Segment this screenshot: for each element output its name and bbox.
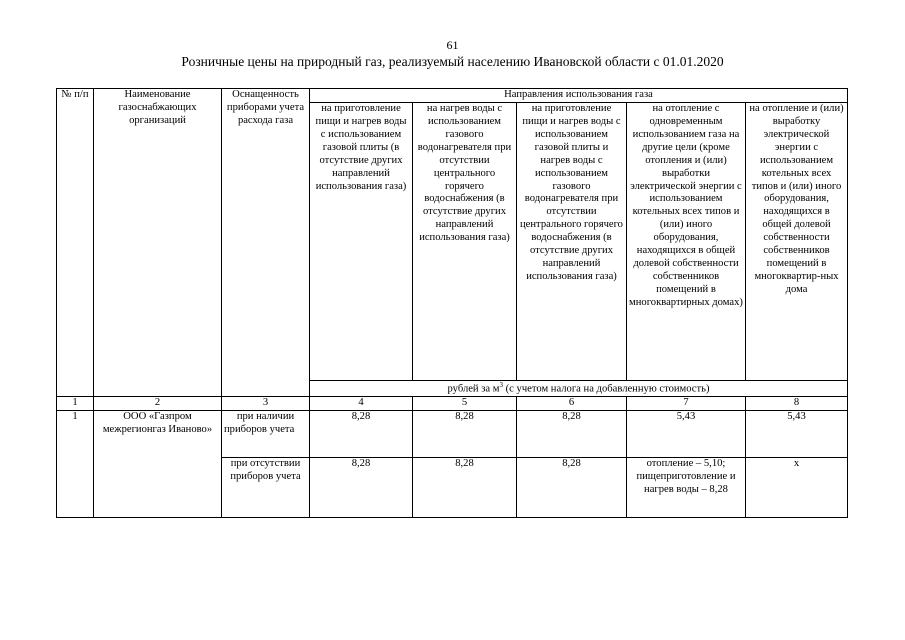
col-number: 7 [627, 397, 746, 411]
header-dir-5: на отопление и (или) выработку электрической энергии с использованием котельных всех типов и (или) иного оборудования, находящихся в общей долевой собственности собственников помещений в многоквартир-ных дома [746, 103, 848, 381]
row-value: 8,28 [310, 458, 413, 518]
col-number: 8 [746, 397, 848, 411]
row-org: ООО «Газпром межрегионгаз Иваново» [94, 411, 222, 518]
col-number: 4 [310, 397, 413, 411]
row-metering: при отсутствии приборов учета [222, 458, 310, 518]
column-numbers-row [57, 397, 848, 411]
col-number: 2 [94, 397, 222, 411]
header-metering: Оснащенность приборами учета расхода газа [222, 89, 310, 397]
unit-sup: 3 [499, 381, 503, 389]
unit-prefix: рублей за м [447, 383, 500, 395]
unit-suffix: (с учетом налога на добавленную стоимость) [503, 383, 710, 395]
row-value: 8,28 [517, 458, 627, 518]
col-number: 3 [222, 397, 310, 411]
header-dir-2: на нагрев воды с использованием газового водонагревателя при отсутствии центрального горячего водоснабжения (в отсутствие других направлений использования газа) [413, 103, 517, 381]
header-dir-4: на отопление с одновременным использованием газа на другие цели (кроме отопления и (или) выработки электрической энергии с использованием котельных всех типов и (или) иного оборудования, находящихся в общей долевой собственности собственников помещений в многоквартирных домах) [627, 103, 746, 381]
row-value: 8,28 [310, 411, 413, 458]
page-number: 61 [446, 38, 459, 52]
row-value: 8,28 [517, 411, 627, 458]
col-number: 5 [413, 397, 517, 411]
col-number: 6 [517, 397, 627, 411]
header-dir-1: на приготовление пищи и нагрев воды с использованием газовой плиты (в отсутствие других направлений использования газа) [310, 103, 413, 381]
header-org: Наименование газоснабжающих организаций [94, 89, 222, 397]
header-dir-3: на приготовление пищи и нагрев воды с использованием газовой плиты и нагрев воды с использованием газового водонагревателя при отсутствии центрального горячего водоснабжения (в отсутствие других направлений использования газа) [517, 103, 627, 381]
price-table [56, 88, 848, 518]
col-number: 1 [57, 397, 94, 411]
row-value: х [746, 458, 848, 518]
row-value: отопление – 5,10; пищеприготовление и нагрев воды – 8,28 [627, 458, 746, 518]
row-value: 5,43 [746, 411, 848, 458]
header-directions: Направления использования газа [310, 89, 848, 103]
document-title: Розничные цены на природный газ, реализуемый населению Ивановской области с 01.01.2020 [181, 54, 724, 69]
table-row [57, 411, 848, 458]
header-num: № п/п [57, 89, 94, 397]
header-row-main [57, 89, 848, 103]
row-value: 8,28 [413, 458, 517, 518]
row-value: 8,28 [413, 411, 517, 458]
row-num: 1 [57, 411, 94, 518]
header-unit [310, 381, 848, 397]
row-value: 5,43 [627, 411, 746, 458]
row-metering: при наличии приборов учета [222, 411, 310, 458]
